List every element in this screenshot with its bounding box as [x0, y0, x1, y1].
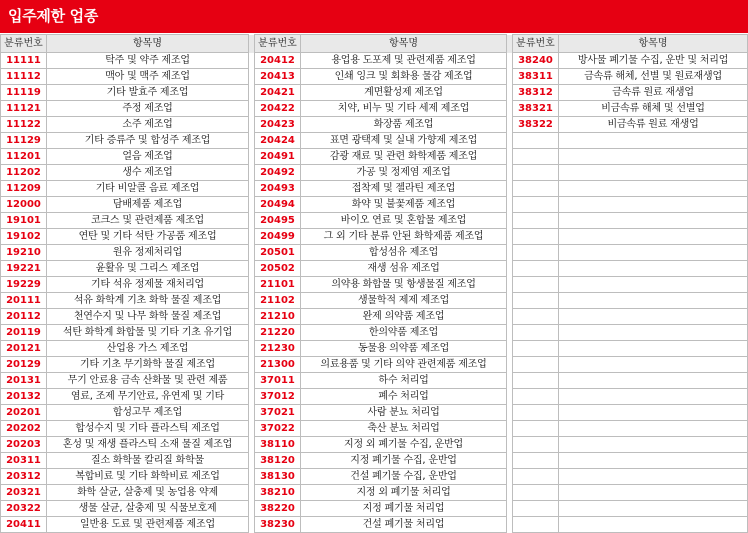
industry-code: 19102: [1, 229, 47, 245]
industry-code: 38321: [513, 101, 559, 117]
industry-code: 38220: [255, 501, 301, 517]
industry-code: 20112: [1, 309, 47, 325]
industry-code: 11122: [1, 117, 47, 133]
table-row: [1, 197, 748, 213]
industry-code: 11111: [1, 53, 47, 69]
table-row: [1, 149, 748, 165]
industry-code: 37021: [255, 405, 301, 421]
industry-name: [559, 197, 748, 213]
industry-code: [513, 517, 559, 533]
industry-name: 의약용 화합물 및 항생물질 제조업: [301, 277, 507, 293]
header-name-2: 항목명: [301, 35, 507, 53]
industry-name: 사람 분뇨 처리업: [301, 405, 507, 421]
industry-code: 20121: [1, 341, 47, 357]
industry-name: 기타 증류주 및 합성주 제조업: [47, 133, 249, 149]
table-row: [1, 405, 748, 421]
industry-name: [559, 485, 748, 501]
table-row: [1, 309, 748, 325]
title-banner: [0, 0, 748, 33]
industry-code: [513, 261, 559, 277]
industry-name: 코크스 및 관련제품 제조업: [47, 213, 249, 229]
header-code-1: 분류번호: [1, 35, 47, 53]
industry-code: 38240: [513, 53, 559, 69]
industry-code: 20321: [1, 485, 47, 501]
industry-name: 탁주 및 약주 제조업: [47, 53, 249, 69]
industry-name: 재생 섬유 제조업: [301, 261, 507, 277]
header-code-2: 분류번호: [255, 35, 301, 53]
industry-name: [559, 165, 748, 181]
industry-name: 석유 화학계 기초 화학 물질 제조업: [47, 293, 249, 309]
table-row: [1, 421, 748, 437]
industry-name: [559, 309, 748, 325]
industry-code: 21300: [255, 357, 301, 373]
industry-name: 비금속류 원료 재생업: [559, 117, 748, 133]
industry-code: 20494: [255, 197, 301, 213]
industry-name: 지정 폐기물 수집, 운반업: [301, 453, 507, 469]
industry-code: 12000: [1, 197, 47, 213]
industry-code: 38130: [255, 469, 301, 485]
industry-code: [513, 133, 559, 149]
table-row: [1, 165, 748, 181]
industry-code: 20502: [255, 261, 301, 277]
table-row: [1, 437, 748, 453]
industry-name: 윤활유 및 그리스 제조업: [47, 261, 249, 277]
industry-name: 석탄 화학계 화합물 및 기타 기초 유기업: [47, 325, 249, 341]
industry-code: 20495: [255, 213, 301, 229]
industry-name: 동물용 의약품 제조업: [301, 341, 507, 357]
industry-name: [559, 405, 748, 421]
industry-code: 20119: [1, 325, 47, 341]
industry-code: 20412: [255, 53, 301, 69]
industry-name: [559, 501, 748, 517]
industry-code: 20424: [255, 133, 301, 149]
industry-code: 20491: [255, 149, 301, 165]
industry-name: 화학 살균, 살충제 및 농업용 약제: [47, 485, 249, 501]
industry-name: 인쇄 잉크 및 회화용 물감 제조업: [301, 69, 507, 85]
industry-name: [559, 325, 748, 341]
industry-name: 얼음 제조업: [47, 149, 249, 165]
industry-code: [513, 501, 559, 517]
industry-name: 주정 제조업: [47, 101, 249, 117]
table-row: [1, 277, 748, 293]
industry-code: [513, 357, 559, 373]
industry-name: [559, 389, 748, 405]
industry-code: 11209: [1, 181, 47, 197]
industry-name: 소주 제조업: [47, 117, 249, 133]
industry-name: [559, 149, 748, 165]
industry-code: 20411: [1, 517, 47, 533]
table-row: [1, 229, 748, 245]
industry-code: [513, 197, 559, 213]
industry-name: 생물학적 제제 제조업: [301, 293, 507, 309]
industry-name: 계면활성제 제조업: [301, 85, 507, 101]
industry-name: 질소 화학물 칼리질 화학물: [47, 453, 249, 469]
industry-code: 19101: [1, 213, 47, 229]
header-code-3: 분류번호: [513, 35, 559, 53]
industry-code: [513, 165, 559, 181]
industry-name: 지정 외 폐기물 수집, 운반업: [301, 437, 507, 453]
industry-code: [513, 245, 559, 261]
industry-code: 21210: [255, 309, 301, 325]
industry-code: [513, 341, 559, 357]
industry-code: 20499: [255, 229, 301, 245]
industry-name: [559, 357, 748, 373]
industry-code: 20132: [1, 389, 47, 405]
industry-name: [559, 373, 748, 389]
industry-name: [559, 517, 748, 533]
industry-name: 건설 폐기물 처리업: [301, 517, 507, 533]
industry-code: 19210: [1, 245, 47, 261]
industry-code: 20421: [255, 85, 301, 101]
table-row: [1, 501, 748, 517]
industry-name: 합성섬유 제조업: [301, 245, 507, 261]
restricted-industries-table: [0, 34, 748, 533]
industry-code: [513, 293, 559, 309]
industry-name: 염료, 조제 무기안료, 유연제 및 기타: [47, 389, 249, 405]
table-row: [1, 85, 748, 101]
industry-code: 20202: [1, 421, 47, 437]
industry-code: [513, 469, 559, 485]
industry-code: 20111: [1, 293, 47, 309]
industry-code: 19221: [1, 261, 47, 277]
industry-name: 생물 살균, 살충제 및 식물보호제: [47, 501, 249, 517]
industry-name: 혼성 및 재생 플라스틱 소재 물질 제조업: [47, 437, 249, 453]
industry-name: 복합비료 및 기타 화학비료 제조업: [47, 469, 249, 485]
table-row: [1, 69, 748, 85]
industry-code: 37022: [255, 421, 301, 437]
table-row: [1, 261, 748, 277]
industry-code: [513, 485, 559, 501]
industry-name: 천연수지 및 나무 화학 물질 제조업: [47, 309, 249, 325]
industry-name: 기타 석유 정제물 재처리업: [47, 277, 249, 293]
industry-name: 하수 처리업: [301, 373, 507, 389]
industry-code: 20311: [1, 453, 47, 469]
industry-code: [513, 437, 559, 453]
table-row: [1, 53, 748, 69]
industry-name: 의료용품 및 기타 의약 관련제품 제조업: [301, 357, 507, 373]
table-row: [1, 485, 748, 501]
industry-code: 20422: [255, 101, 301, 117]
industry-name: [559, 293, 748, 309]
header-name-3: 항목명: [559, 35, 748, 53]
industry-code: [513, 181, 559, 197]
industry-name: [559, 133, 748, 149]
table-row: [1, 389, 748, 405]
industry-name: 완제 의약품 제조업: [301, 309, 507, 325]
industry-code: 19229: [1, 277, 47, 293]
industry-code: 20413: [255, 69, 301, 85]
industry-code: [513, 373, 559, 389]
industry-code: [513, 213, 559, 229]
industry-code: 38120: [255, 453, 301, 469]
industry-name: 가공 및 정제염 제조업: [301, 165, 507, 181]
industry-code: 20492: [255, 165, 301, 181]
industry-code: 20423: [255, 117, 301, 133]
industry-name: [559, 341, 748, 357]
industry-name: [559, 421, 748, 437]
industry-name: 축산 분뇨 처리업: [301, 421, 507, 437]
industry-name: 맥아 및 맥주 제조업: [47, 69, 249, 85]
industry-code: 11119: [1, 85, 47, 101]
industry-name: [559, 453, 748, 469]
industry-code: 20129: [1, 357, 47, 373]
industry-name: 생수 제조업: [47, 165, 249, 181]
industry-code: 37012: [255, 389, 301, 405]
industry-code: 37011: [255, 373, 301, 389]
industry-code: 38311: [513, 69, 559, 85]
industry-name: [559, 261, 748, 277]
industry-code: 38210: [255, 485, 301, 501]
industry-name: 화약 및 불꽃제품 제조업: [301, 197, 507, 213]
industry-code: 20493: [255, 181, 301, 197]
industry-code: [513, 149, 559, 165]
table-row: [1, 133, 748, 149]
industry-name: [559, 181, 748, 197]
industry-code: 20322: [1, 501, 47, 517]
industry-code: 20203: [1, 437, 47, 453]
industry-name: 원유 정제처리업: [47, 245, 249, 261]
industry-name: 화장품 제조업: [301, 117, 507, 133]
industry-name: [559, 229, 748, 245]
industry-name: 담배제품 제조업: [47, 197, 249, 213]
industry-name: 연탄 및 기타 석탄 가공품 제조업: [47, 229, 249, 245]
industry-name: 기타 기초 무기화학 물질 제조업: [47, 357, 249, 373]
industry-code: 11201: [1, 149, 47, 165]
industry-code: 11121: [1, 101, 47, 117]
industry-name: [559, 437, 748, 453]
industry-name: [559, 469, 748, 485]
table-row: [1, 325, 748, 341]
industry-code: 38230: [255, 517, 301, 533]
industry-name: 지정 폐기물 처리업: [301, 501, 507, 517]
table-row: [1, 293, 748, 309]
industry-name: 기타 발효주 제조업: [47, 85, 249, 101]
industry-name: 접착제 및 젤라틴 제조업: [301, 181, 507, 197]
industry-name: 금속류 해체, 선별 및 원료재생업: [559, 69, 748, 85]
industry-name: 바이오 연료 및 혼합물 제조업: [301, 213, 507, 229]
industry-code: 11202: [1, 165, 47, 181]
industry-code: 20501: [255, 245, 301, 261]
industry-name: 감광 재료 및 관련 화학제품 제조업: [301, 149, 507, 165]
industry-code: 38322: [513, 117, 559, 133]
industry-name: 치약, 비누 및 기타 세제 제조업: [301, 101, 507, 117]
industry-code: [513, 325, 559, 341]
industry-code: 21230: [255, 341, 301, 357]
table-row: [1, 341, 748, 357]
industry-code: [513, 309, 559, 325]
industry-code: 11112: [1, 69, 47, 85]
industry-name: 기타 비알콜 음료 제조업: [47, 181, 249, 197]
table-row: [1, 213, 748, 229]
industry-name: 비금속류 해체 및 선별업: [559, 101, 748, 117]
industry-name: 방사물 폐기물 수집, 운반 및 처리업: [559, 53, 748, 69]
table-row: [1, 181, 748, 197]
industry-name: 산업용 가스 제조업: [47, 341, 249, 357]
table-row: [1, 373, 748, 389]
industry-name: [559, 277, 748, 293]
industry-code: 21220: [255, 325, 301, 341]
table-row: [1, 101, 748, 117]
industry-name: 용업용 도포제 및 관련제품 제조업: [301, 53, 507, 69]
industry-name: 일반용 도료 및 관련제품 제조업: [47, 517, 249, 533]
industry-name: 한의약품 제조업: [301, 325, 507, 341]
industry-name: 지정 외 폐기물 처리업: [301, 485, 507, 501]
table-row: [1, 469, 748, 485]
industry-name: 그 외 기타 분류 안된 화학제품 제조업: [301, 229, 507, 245]
industry-code: 38312: [513, 85, 559, 101]
industry-code: [513, 229, 559, 245]
industry-code: [513, 421, 559, 437]
industry-name: 건설 폐기물 수집, 운반업: [301, 469, 507, 485]
industry-code: [513, 389, 559, 405]
table-row: [1, 517, 748, 533]
industry-name: [559, 245, 748, 261]
industry-code: [513, 277, 559, 293]
industry-code: 20312: [1, 469, 47, 485]
industry-name: 표면 광택제 및 실내 가향제 제조업: [301, 133, 507, 149]
table-header-row: [1, 35, 748, 53]
industry-code: 11129: [1, 133, 47, 149]
industry-name: 금속류 원료 재생업: [559, 85, 748, 101]
industry-name: 합성수지 및 기타 플라스틱 제조업: [47, 421, 249, 437]
table-row: [1, 117, 748, 133]
industry-code: 20131: [1, 373, 47, 389]
table-row: [1, 357, 748, 373]
table-row: [1, 453, 748, 469]
industry-code: [513, 405, 559, 421]
industry-name: 무기 안료용 금속 산화물 및 관련 제품: [47, 373, 249, 389]
industry-name: 폐수 처리업: [301, 389, 507, 405]
industry-code: [513, 453, 559, 469]
industry-code: 21102: [255, 293, 301, 309]
industry-code: 20201: [1, 405, 47, 421]
industry-name: [559, 213, 748, 229]
page-title: 입주제한 업종: [8, 7, 99, 25]
industry-code: 21101: [255, 277, 301, 293]
table-row: [1, 245, 748, 261]
header-name-1: 항목명: [47, 35, 249, 53]
industry-name: 합성고무 제조업: [47, 405, 249, 421]
industry-code: 38110: [255, 437, 301, 453]
